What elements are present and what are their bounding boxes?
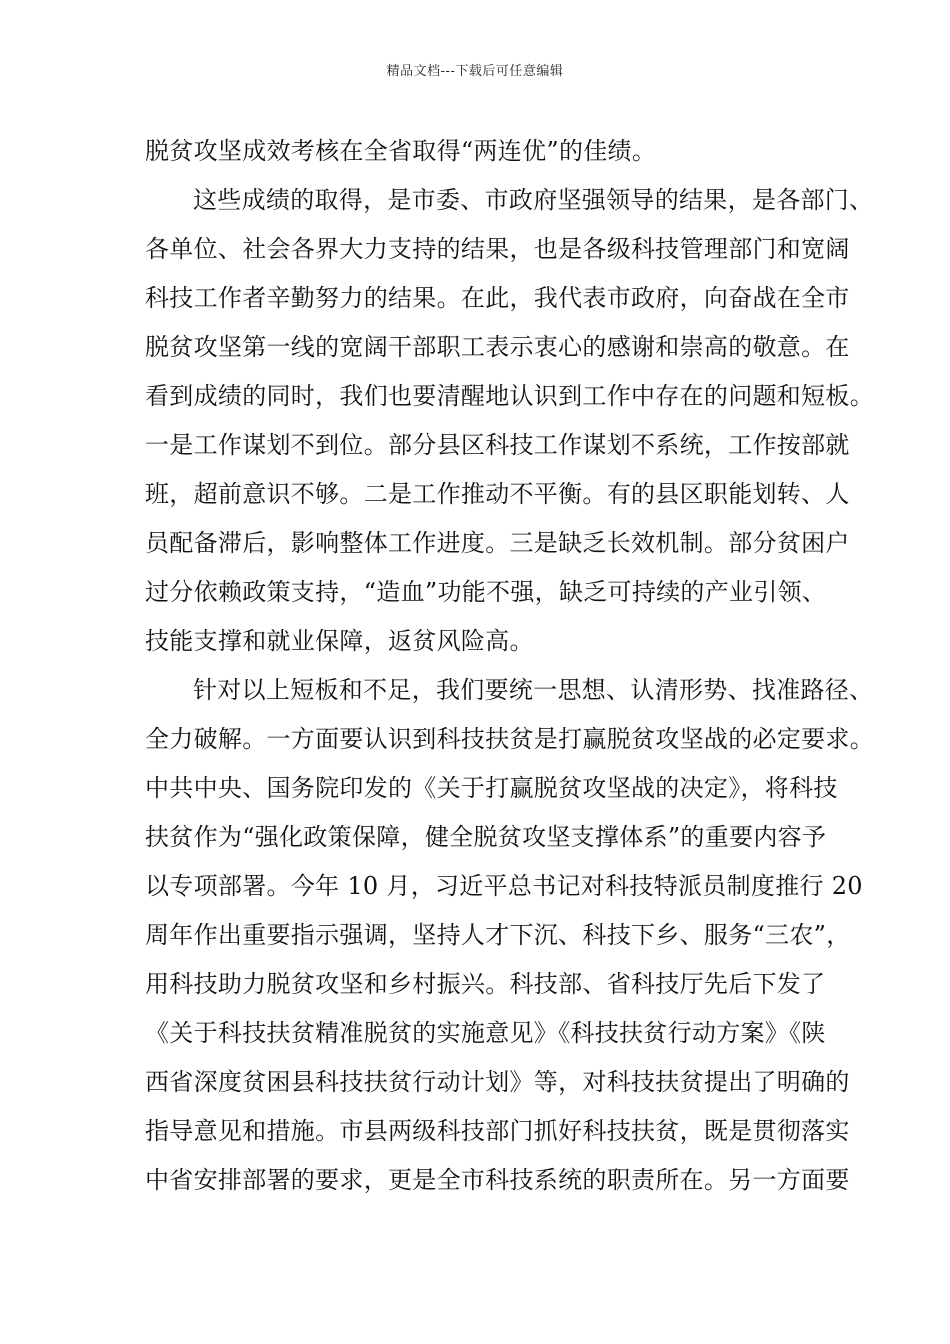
text-line: 各单位、社会各界大力支持的结果，也是各级科技管理部门和宽阔 <box>145 235 850 263</box>
text-line: 这些成绩的取得，是市委、市政府坚强领导的结果，是各部门、 <box>193 186 874 214</box>
text-line: 科技工作者辛勤努力的结果。在此，我代表市政府，向奋战在全市 <box>145 284 850 312</box>
text-line: 技能支撑和就业保障，返贫风险高。 <box>145 627 534 655</box>
text-line: 指导意见和措施。市县两级科技部门抓好科技扶贫，既是贯彻落实 <box>145 1117 850 1145</box>
text-line: 用科技助力脱贫攻坚和乡村振兴。科技部、省科技厅先后下发了 <box>145 970 826 998</box>
page-header: 精品文档---下载后可任意编辑 <box>386 64 564 79</box>
text-line: 班，超前意识不够。二是工作推动不平衡。有的县区职能划转、人 <box>145 480 850 508</box>
text-line: 全力破解。一方面要认识到科技扶贫是打赢脱贫攻坚战的必定要求。 <box>145 725 874 753</box>
text-line: 过分依赖政策支持，“造血”功能不强，缺乏可持续的产业引领、 <box>145 578 827 606</box>
text-line: 脱贫攻坚成效考核在全省取得“两连优”的佳绩。 <box>145 137 657 165</box>
text-line: 脱贫攻坚第一线的宽阔干部职工表示衷心的感谢和崇高的敬意。在 <box>145 333 850 361</box>
text-line: 针对以上短板和不足，我们要统一思想、认清形势、找准路径、 <box>193 676 874 704</box>
text-line: 一是工作谋划不到位。部分县区科技工作谋划不系统，工作按部就 <box>145 431 850 459</box>
text-line: 员配备滞后，影响整体工作进度。三是缺乏长效机制。部分贫困户 <box>145 529 850 557</box>
document-body <box>145 132 874 1210</box>
text-line: 西省深度贫困县科技扶贫行动计划》等，对科技扶贫提出了明确的 <box>145 1068 850 1096</box>
text-line: 扶贫作为“强化政策保障，健全脱贫攻坚支撑体系”的重要内容予 <box>145 823 827 851</box>
text-line: 《关于科技扶贫精准脱贫的实施意见》《科技扶贫行动方案》《陕 <box>145 1019 826 1047</box>
text-line: 中共中央、国务院印发的《关于打赢脱贫攻坚战的决定》，将科技 <box>145 774 838 802</box>
text-line: 周年作出重要指示强调，坚持人才下沉、科技下乡、服务“三农”， <box>145 921 851 949</box>
text-line: 以专项部署。今年 10 月，习近平总书记对科技特派员制度推行 20 <box>145 872 863 900</box>
text-line: 看到成绩的同时，我们也要清醒地认识到工作中存在的问题和短板。 <box>145 382 874 410</box>
text-line: 中省安排部署的要求，更是全市科技系统的职责所在。另一方面要 <box>145 1166 850 1194</box>
